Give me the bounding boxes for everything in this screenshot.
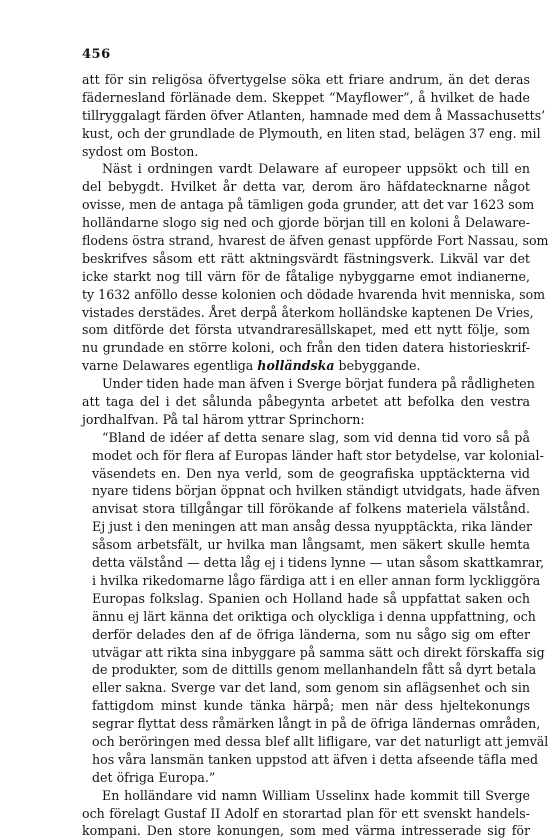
- text-line: [82, 393, 530, 411]
- line-text: holländarne slogo sig ned och gjorde början till en koloni å Delaware-: [82, 215, 530, 231]
- line-text: som ditförde det första utvandraresällskapet, med ett nytt följe, som: [82, 322, 530, 338]
- line-text: väsendets en. Den nya verld, som de geografiska upptäckterna vid: [92, 465, 530, 481]
- line-text: vistades derstädes. Året derpå återkom holländske kaptenen De Vries,: [82, 304, 534, 320]
- line-text: fädernesland förlänade dem. Skeppet “Mayflower”, å hvilket de hade: [82, 89, 530, 105]
- text-line: [82, 196, 535, 214]
- text-line: [82, 321, 530, 339]
- line-text: i hvilka rikedomarne lågo färdiga att i en eller annan form lyckliggöra: [92, 572, 541, 588]
- line-text: kust, och der grundlade de Plymouth, en liten stad, belägen 37 eng. mil: [82, 125, 541, 141]
- line-text: icke starkt nog till värn för de fåtalige nybyggarne emot indianerne,: [82, 268, 530, 284]
- text-line: [82, 715, 541, 733]
- text-line: [82, 232, 549, 250]
- line-text: Näst i ordningen vardt Delaware af europeer uppsökt och till en: [102, 161, 530, 177]
- line-text: och beröringen med dessa blef allt lifligare, var det naturligt att jemväl: [92, 733, 549, 749]
- line-text: flodens östra strand, hvarest de äfven genast uppförde Fort Nassau, som: [82, 233, 549, 249]
- text-line: [82, 554, 545, 572]
- text-line: [82, 411, 530, 429]
- line-text: Europas folkslag. Spanien och Holland hade så uppfattat saken och: [92, 590, 530, 606]
- line-text: de produkter, som de dittills genom mellanhandeln fått så dyrt betala: [92, 662, 537, 678]
- text-line: [82, 465, 530, 483]
- text-line: [82, 518, 533, 536]
- line-text: att taga del i det sålunda påbegynta arbetet att befolka den vestra: [82, 394, 530, 410]
- text-line: [82, 679, 530, 697]
- text-line: [82, 572, 541, 590]
- text-line: [82, 250, 530, 268]
- text-line: [82, 268, 530, 286]
- line-text: del bebygdt. Hvilket år detta var, derom äro häfdatecknarne något: [82, 179, 530, 195]
- text-line: [82, 107, 546, 125]
- text-line: [82, 304, 534, 322]
- text-line: [82, 178, 530, 196]
- text-line: [82, 733, 549, 751]
- text-line: [82, 626, 530, 644]
- text-line: [82, 822, 530, 840]
- body-text: [82, 71, 549, 840]
- text-line: [82, 143, 530, 161]
- text-line: [82, 805, 530, 823]
- line-text: såsom arbetsfält, ur hvilka man långsamt, men säkert skulle hemta: [92, 537, 530, 553]
- text-line: [82, 89, 530, 107]
- line-text: Ej just i den meningen att man ansåg dessa nyupptäckta, rika länder: [92, 519, 533, 535]
- line-text: “Bland de idéer af detta senare slag, som vid denna tid voro så på: [102, 429, 530, 445]
- page-number: 456: [82, 47, 111, 62]
- line-text-continued: bebyggande.: [334, 358, 421, 374]
- text-line: [82, 214, 530, 232]
- text-line: [82, 339, 530, 357]
- line-text: ännu ej lärt känna det oriktiga och olyckliga i denna uppfattning, och: [92, 608, 536, 624]
- line-text: En holländare vid namn William Usselinx hade kommit till Sverge: [102, 787, 530, 803]
- text-line: [82, 429, 530, 447]
- emphasized-word: holländska: [257, 358, 335, 374]
- text-line: [82, 375, 535, 393]
- text-line: [82, 500, 530, 518]
- line-text: Under tiden hade man äfven i Sverge börjat fundera på rådligheten: [102, 376, 535, 392]
- line-text: och förelagt Gustaf II Adolf en storartad plan för ett svenskt handels-: [82, 805, 530, 821]
- text-line: [82, 769, 530, 787]
- text-line: [82, 590, 530, 608]
- text-line: [82, 661, 537, 679]
- line-text: ovisse, men de antaga på tämligen goda grunder, att det var 1623 som: [82, 197, 535, 213]
- line-text: det öfriga Europa.”: [92, 769, 216, 785]
- line-text: kompani. Den store konungen, som med värma intresserade sig för: [82, 823, 530, 839]
- text-line: [82, 125, 541, 143]
- text-line: [82, 286, 546, 304]
- text-line: [82, 751, 539, 769]
- text-line: [82, 71, 530, 89]
- line-text: ty 1632 anföllo desse kolonien och dödade hvarenda hvit menniska, som: [82, 286, 546, 302]
- line-text: att för sin religösa öfvertygelse söka ett friare andrum, än det deras: [82, 72, 530, 87]
- line-text: anvisat stora tillgångar till förökande af folkens materiela välstånd.: [92, 501, 530, 517]
- line-text: utvägar att rikta sina inbyggare på samma sätt och direkt förskaffa sig: [92, 644, 545, 660]
- text-line: [82, 536, 530, 554]
- text-line: [82, 447, 544, 465]
- line-text: modet och för flera af Europas länder haft stor betydelse, var kolonial-: [92, 447, 544, 463]
- line-text: hos våra lansmän tanken uppstod att äfven i detta afseende täfla med: [92, 751, 539, 767]
- line-text: jordhalfvan. På tal härom yttrar Sprinchorn:: [82, 411, 365, 427]
- text-line: [82, 482, 541, 500]
- line-text: detta välstånd — detta låg ej i tidens lynne — utan såsom skattkamrar,: [92, 555, 545, 571]
- line-text: nyare tidens början öppnat och hvilken ständigt utvidgats, hade äfven: [92, 483, 541, 499]
- line-text: segrar flyttat dess råmärken långt in på de öfriga ländernas områden,: [92, 716, 541, 732]
- line-text: derför delades den af de öfriga länderna, som nu sågo sig om efter: [92, 626, 530, 642]
- text-line: [82, 160, 530, 178]
- text-line: [82, 357, 530, 375]
- line-text: sydost om Boston.: [82, 143, 199, 159]
- line-text: tillryggalagt färden öfver Atlanten, hamnade med dem å Massachusetts’: [82, 107, 546, 123]
- line-text: beskrifves såsom ett rätt aktningsvärdt fästningsverk. Likväl var det: [82, 250, 530, 266]
- text-line: [82, 697, 530, 715]
- text-line: [82, 608, 536, 626]
- line-text: varne Delawares egentliga: [82, 358, 258, 374]
- line-text: fattigdom minst kunde tänka härpå; men när dess hjeltekonungs: [92, 698, 530, 714]
- text-line: [82, 644, 545, 662]
- line-text: eller sakna. Sverge var det land, som genom sin aflägsenhet och sin: [92, 680, 530, 696]
- text-line: [82, 787, 530, 805]
- line-text: nu grundade en större koloni, och från den tiden datera historieskrif-: [82, 340, 530, 356]
